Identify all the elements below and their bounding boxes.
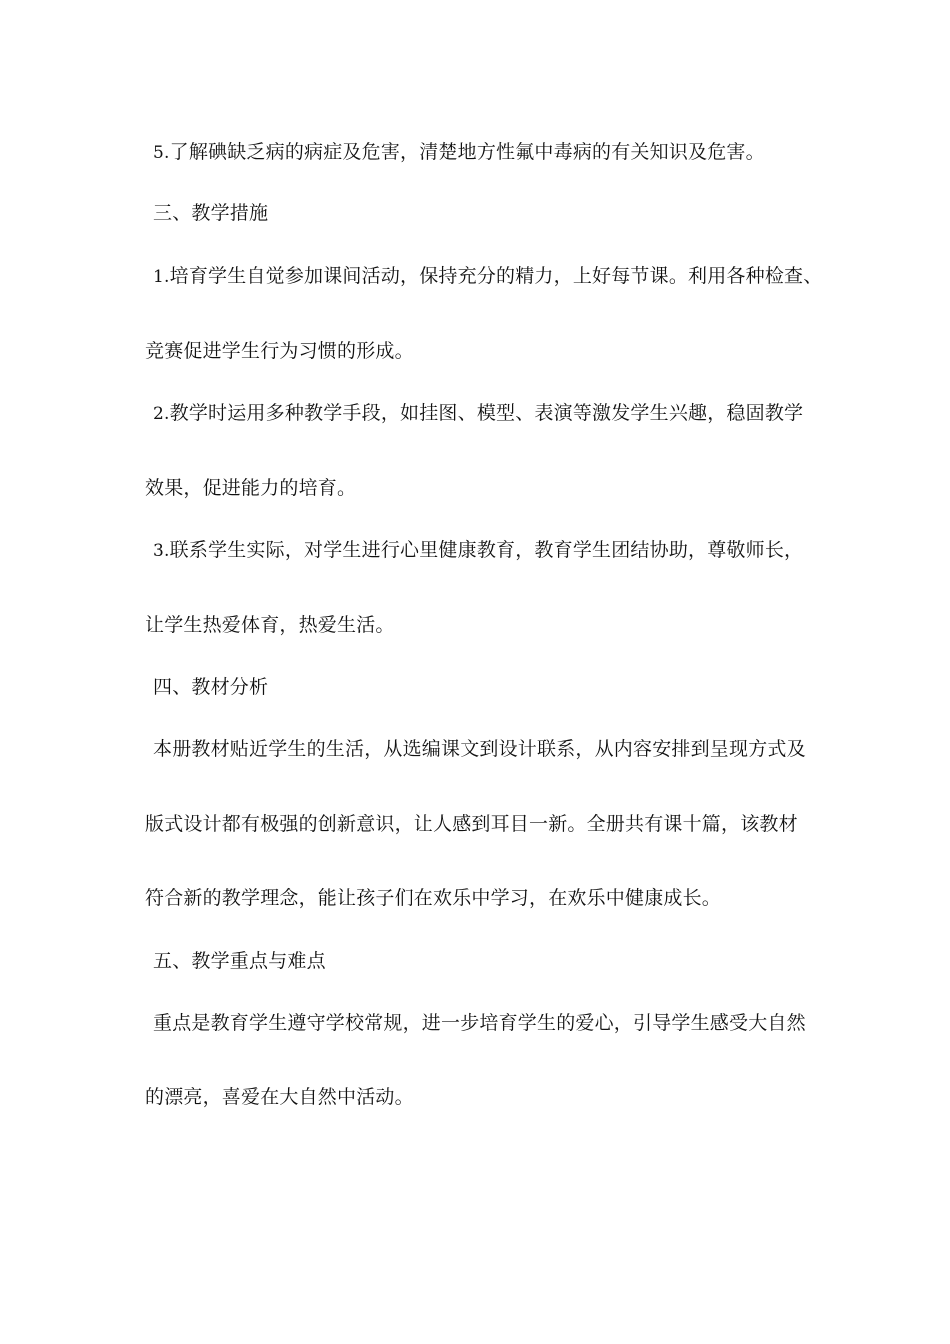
section-heading [153, 949, 326, 973]
paragraph-line [153, 401, 803, 426]
list-number: 1. [153, 267, 170, 287]
paragraph-line [153, 140, 765, 165]
list-number: 5. [153, 143, 170, 163]
heading-text: 五、教学重点与难点 [153, 950, 326, 972]
paragraph-line [145, 886, 721, 910]
line-text: 竞赛促进学生行为习惯的形成。 [145, 340, 414, 362]
paragraph-line [153, 737, 806, 761]
section-heading [153, 675, 268, 699]
list-number: 2. [153, 404, 170, 424]
paragraph-line [153, 264, 822, 289]
line-text: 培育学生自觉参加课间活动，保持充分的精力，上好每节课。利用各种检查、 [169, 265, 823, 287]
paragraph-line [153, 538, 803, 563]
paragraph-line [145, 476, 356, 500]
section-heading [153, 201, 268, 225]
list-number: 3. [153, 541, 170, 561]
paragraph-line [145, 613, 395, 637]
line-text: 符合新的教学理念，能让孩子们在欢乐中学习，在欢乐中健康成长。 [145, 887, 722, 909]
paragraph-line [145, 1085, 414, 1109]
line-text: 教学时运用多种教学手段，如挂图、模型、表演等激发学生兴趣，稳固教学 [169, 402, 804, 424]
line-text: 了解碘缺乏病的病症及危害，清楚地方性氟中毒病的有关知识及危害。 [169, 141, 765, 163]
line-text: 重点是教育学生遵守学校常规，进一步培育学生的爱心，引导学生感受大自然 [153, 1012, 806, 1034]
line-text: 版式设计都有极强的创新意识，让人感到耳目一新。全册共有课十篇，该教材 [145, 813, 798, 835]
line-text: 联系学生实际，对学生进行心里健康教育，教育学生团结协助，尊敬师长， [169, 539, 804, 561]
paragraph-line [145, 339, 414, 363]
line-text: 的漂亮，喜爱在大自然中活动。 [145, 1086, 414, 1108]
heading-text: 三、教学措施 [153, 202, 269, 224]
paragraph-line [145, 812, 798, 836]
line-text: 效果，促进能力的培育。 [145, 477, 357, 499]
heading-text: 四、教材分析 [153, 676, 269, 698]
line-text: 本册教材贴近学生的生活，从选编课文到设计联系，从内容安排到呈现方式及 [153, 738, 806, 760]
paragraph-line [153, 1011, 806, 1035]
line-text: 让学生热爱体育，热爱生活。 [145, 614, 395, 636]
